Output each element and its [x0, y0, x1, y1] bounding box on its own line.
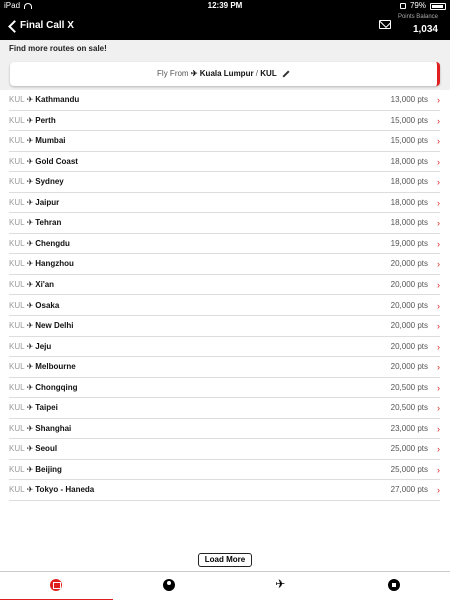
chevron-right-icon: ›	[437, 95, 440, 105]
route-row[interactable]	[9, 111, 440, 132]
route-row[interactable]	[9, 316, 440, 337]
chevron-right-icon: ›	[437, 259, 440, 270]
lock-icon	[388, 579, 400, 591]
route-origin: KUL	[9, 259, 25, 269]
route-row[interactable]	[9, 234, 440, 255]
route-row[interactable]	[9, 419, 440, 440]
route-destination: Gold Coast	[35, 156, 78, 166]
route-destination: Mumbai	[35, 136, 66, 146]
route-points: 15,000 pts	[390, 115, 428, 125]
edit-pencil-icon	[282, 70, 289, 77]
route-origin: KUL	[9, 362, 25, 372]
tab-bar	[0, 571, 450, 600]
battery-icon	[430, 3, 446, 10]
plane-icon: ✈	[26, 136, 34, 146]
route-row[interactable]	[9, 213, 440, 234]
route-origin: KUL	[9, 321, 25, 331]
chevron-right-icon: ›	[437, 382, 440, 393]
route-row[interactable]	[9, 152, 440, 173]
tab-plane-search[interactable]	[225, 572, 338, 600]
mail-icon[interactable]	[379, 20, 391, 29]
route-origin: KUL	[9, 136, 25, 146]
plane-icon: ✈	[26, 238, 34, 248]
route-points: 20,000 pts	[390, 259, 428, 269]
status-bar	[0, 0, 450, 12]
plane-icon: ✈	[26, 115, 34, 125]
chevron-right-icon: ›	[437, 341, 440, 352]
route-origin: KUL	[9, 218, 25, 228]
plane-icon: ✈	[26, 95, 34, 104]
plane-icon: ✈	[26, 177, 34, 187]
app-header	[0, 12, 450, 40]
chevron-right-icon: ›	[437, 321, 440, 332]
route-destination: Osaka	[35, 300, 60, 310]
route-points: 20,500 pts	[390, 382, 428, 392]
route-points: 13,000 pts	[390, 95, 428, 104]
route-origin: KUL	[9, 115, 25, 125]
chevron-right-icon: ›	[437, 197, 440, 208]
route-origin: KUL	[9, 382, 25, 392]
route-points: 18,000 pts	[390, 156, 428, 166]
chevron-right-icon: ›	[437, 136, 440, 147]
plane-icon: ✈	[26, 382, 34, 392]
plane-icon: ✈	[26, 279, 34, 289]
route-points: 25,000 pts	[390, 464, 428, 474]
chevron-right-icon: ›	[437, 115, 440, 126]
route-destination: Tokyo - Haneda	[35, 485, 95, 495]
load-more-button[interactable]: Load More	[198, 553, 252, 567]
route-row[interactable]	[9, 460, 440, 481]
route-points: 18,000 pts	[390, 218, 428, 228]
page-title: Final Call X	[20, 20, 74, 31]
route-row[interactable]	[9, 378, 440, 399]
route-destination: Jeju	[35, 341, 52, 351]
fly-from-selector[interactable]	[10, 62, 440, 86]
route-origin: KUL	[9, 485, 25, 495]
section-heading: Find more routes on sale!	[9, 44, 107, 53]
route-destination: Beijing	[35, 464, 62, 474]
fly-from-city: Kuala Lumpur	[199, 69, 254, 78]
route-destination: Seoul	[35, 444, 58, 454]
orientation-lock-icon	[400, 3, 406, 9]
chevron-right-icon: ›	[437, 423, 440, 434]
chevron-right-icon: ›	[437, 444, 440, 455]
fly-from-code: KUL	[260, 69, 277, 78]
route-destination: Melbourne	[35, 362, 76, 372]
chevron-right-icon: ›	[437, 485, 440, 496]
route-points: 23,000 pts	[390, 423, 428, 433]
home-icon	[50, 579, 62, 591]
plane-icon: ✈	[190, 69, 198, 78]
route-points: 15,000 pts	[390, 136, 428, 146]
fly-from-prefix: Fly From	[157, 69, 189, 78]
points-label: Points Balance	[397, 14, 438, 20]
plane-icon: ✈	[26, 300, 34, 310]
fly-from-separator: /	[255, 69, 259, 78]
route-points: 20,000 pts	[390, 321, 428, 331]
plane-icon: ✈	[26, 444, 34, 454]
plane-icon: ✈	[26, 218, 34, 228]
plane-icon: ✈	[26, 485, 34, 495]
route-row[interactable]	[9, 172, 440, 193]
plane-icon: ✈	[26, 197, 34, 207]
plane-icon: ✈	[26, 423, 34, 433]
route-destination: Xi'an	[35, 279, 55, 289]
route-destination: Chengdu	[35, 238, 70, 248]
route-row[interactable]	[9, 275, 440, 296]
route-points: 20,000 pts	[390, 300, 428, 310]
points-balance	[398, 13, 438, 38]
route-origin: KUL	[9, 403, 25, 413]
tab-lock[interactable]	[338, 572, 450, 600]
route-list	[0, 90, 450, 532]
route-destination: Jaipur	[35, 197, 60, 207]
route-destination: New Delhi	[35, 321, 74, 331]
chevron-right-icon: ›	[437, 300, 440, 311]
plane-icon: ✈	[26, 362, 34, 372]
plane-icon: ✈	[26, 321, 34, 331]
route-origin: KUL	[9, 95, 25, 104]
route-destination: Chongqing	[35, 382, 78, 392]
chevron-right-icon: ›	[437, 464, 440, 475]
main-content	[0, 40, 450, 571]
route-points: 27,000 pts	[390, 485, 428, 495]
route-points: 19,000 pts	[390, 238, 428, 248]
route-destination: Hangzhou	[35, 259, 74, 269]
route-origin: KUL	[9, 238, 25, 248]
route-origin: KUL	[9, 177, 25, 187]
route-row[interactable]	[9, 296, 440, 317]
route-points: 18,000 pts	[390, 177, 428, 187]
route-destination: Shanghai	[35, 423, 72, 433]
plane-icon: ✈	[26, 464, 34, 474]
route-row[interactable]	[9, 254, 440, 275]
route-points: 20,000 pts	[390, 341, 428, 351]
plane-icon: ✈	[26, 259, 34, 269]
route-points: 18,000 pts	[390, 197, 428, 207]
route-destination: Taipei	[35, 403, 58, 413]
chevron-right-icon: ›	[437, 177, 440, 188]
tab-home[interactable]	[0, 572, 113, 600]
route-origin: KUL	[9, 197, 25, 207]
plane-search-icon	[275, 579, 287, 591]
route-row[interactable]	[9, 90, 440, 111]
plane-icon: ✈	[26, 341, 34, 351]
route-origin: KUL	[9, 464, 25, 474]
route-destination: Kathmandu	[35, 95, 80, 104]
route-row[interactable]	[9, 193, 440, 214]
route-origin: KUL	[9, 341, 25, 351]
route-row[interactable]	[9, 439, 440, 460]
route-origin: KUL	[9, 156, 25, 166]
chevron-right-icon: ›	[437, 218, 440, 229]
route-origin: KUL	[9, 279, 25, 289]
route-destination: Tehran	[35, 218, 62, 228]
status-right	[400, 0, 446, 12]
points-value: 1,034	[412, 24, 438, 35]
route-points: 25,000 pts	[390, 444, 428, 454]
status-time: 12:39 PM	[207, 1, 243, 10]
chevron-right-icon: ›	[437, 279, 440, 290]
route-origin: KUL	[9, 423, 25, 433]
route-points: 20,000 pts	[390, 362, 428, 372]
route-row[interactable]	[9, 131, 440, 152]
chevron-right-icon: ›	[437, 156, 440, 167]
user-icon	[163, 579, 175, 591]
battery-percent: 79%	[409, 1, 426, 10]
route-origin: KUL	[9, 444, 25, 454]
plane-icon: ✈	[26, 156, 34, 166]
route-row[interactable]	[9, 480, 440, 501]
route-row[interactable]	[9, 337, 440, 358]
route-row[interactable]	[9, 357, 440, 378]
chevron-right-icon: ›	[437, 362, 440, 373]
route-destination: Sydney	[35, 177, 64, 187]
route-origin: KUL	[9, 300, 25, 310]
route-row[interactable]	[9, 398, 440, 419]
route-points: 20,000 pts	[390, 279, 428, 289]
chevron-right-icon: ›	[437, 238, 440, 249]
route-destination: Perth	[35, 115, 56, 125]
device-name: iPad	[4, 1, 21, 10]
tab-user[interactable]	[113, 572, 226, 600]
plane-icon: ✈	[26, 403, 34, 413]
chevron-right-icon: ›	[437, 403, 440, 414]
route-points: 20,500 pts	[390, 403, 428, 413]
